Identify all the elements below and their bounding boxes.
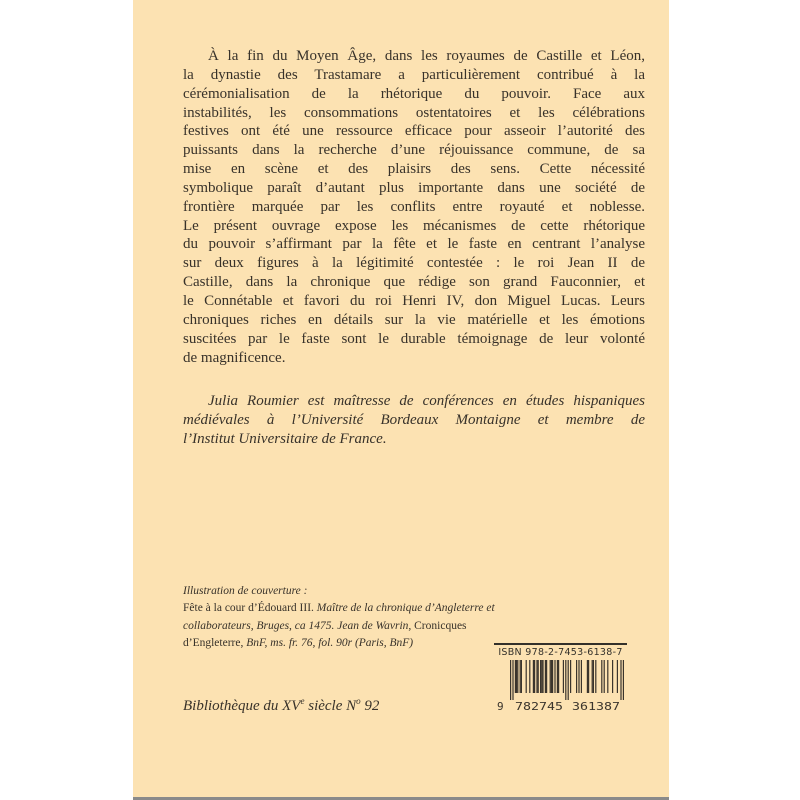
text-line: médiévales à l’Université Bordeaux Montaigne et membre de <box>183 412 645 428</box>
series-segment: 92 <box>360 698 380 714</box>
credit-segment: collaborateurs, Bruges, ca 1475. Jean de Wavrin, <box>183 619 415 632</box>
credit-segment: Cronicques <box>414 619 467 632</box>
isbn-barcode-block <box>494 643 627 713</box>
credit-segment: Illustration de couverture : <box>183 585 308 597</box>
isbn-label: ISBN 978-2-7453-6138-7 <box>498 647 623 658</box>
text-line: l’Institut Universitaire de France. <box>183 431 387 447</box>
credit-segment: BnF, ms. fr. 76, fol. 90r (Paris, BnF) <box>246 636 414 649</box>
text-line: de magnificence. <box>183 349 286 366</box>
text-line: Le présent ouvrage expose les mécanismes de cette rhétorique <box>183 217 645 234</box>
synopsis-text <box>183 47 645 367</box>
text-line: mise en scène et des plaisirs des sens. Cette nécessité <box>183 161 645 178</box>
text-line: festives ont été une ressource efficace pour asseoir l’autorité des <box>183 123 645 140</box>
series-segment: o <box>356 696 361 706</box>
text-line: symbolique paraît d’autant plus importante dans une société de <box>183 179 645 196</box>
text-line: puissants dans la recherche d’une réjouissance commune, de sa <box>183 142 645 159</box>
collection-title <box>183 698 379 715</box>
text-line: instabilités, les consommations ostentatoires et les célébrations <box>183 104 645 121</box>
credit-segment: d’Engleterre, <box>183 636 247 649</box>
text-line: la dynastie des Trastamare a particulièrement contribué à la <box>183 66 645 83</box>
text-line: le Connétable et favori du roi Henri IV, don Miguel Lucas. Leurs <box>183 292 645 309</box>
series-segment: siècle N <box>304 698 357 714</box>
text-line: cérémonialisation de la rhétorique du pouvoir. Face aux <box>183 85 645 102</box>
text-line: À la fin du Moyen Âge, dans les royaumes de Castille et Léon, <box>208 48 645 64</box>
barcode-digits: 361387 <box>572 700 620 713</box>
credit-line <box>183 600 583 617</box>
barcode-digits: 9 <box>497 700 504 713</box>
text-line: suscitées par le faste sont le durable témoignage de leur volonté <box>183 330 645 347</box>
credit-segment: Fête à la cour d’Édouard III. <box>183 602 317 615</box>
series-segment: e <box>300 696 305 706</box>
barcode-top-rule <box>494 643 627 645</box>
text-line: chroniques riches en détails sur la vie matérielle et les émotions <box>183 311 645 328</box>
text-line: Julia Roumier est maîtresse de conférences en études hispaniques <box>208 393 645 409</box>
text-line: Castille, dans la chronique que rédige son grand Fauconnier, et <box>183 274 645 291</box>
book-back-cover <box>133 0 669 800</box>
ean13-barcode <box>494 660 627 713</box>
barcode-digits: 782745 <box>515 700 563 713</box>
text-line: sur deux figures à la légitimité contestée : le roi Jean II de <box>183 255 645 272</box>
credit-line <box>183 583 583 600</box>
author-bio-text <box>183 392 645 449</box>
text-line: frontière marquée par les conflits entre royauté et noblesse. <box>183 198 645 215</box>
credit-segment: Maître de la chronique d’Angleterre et <box>316 602 495 615</box>
text-line: du pouvoir s’affirmant par la fête et le faste en centrant l’analyse <box>183 236 645 253</box>
illustration-credit <box>183 583 583 652</box>
series-segment: Bibliothèque du XV <box>183 698 301 714</box>
barcode-svg <box>494 660 627 713</box>
credit-line <box>183 618 583 635</box>
